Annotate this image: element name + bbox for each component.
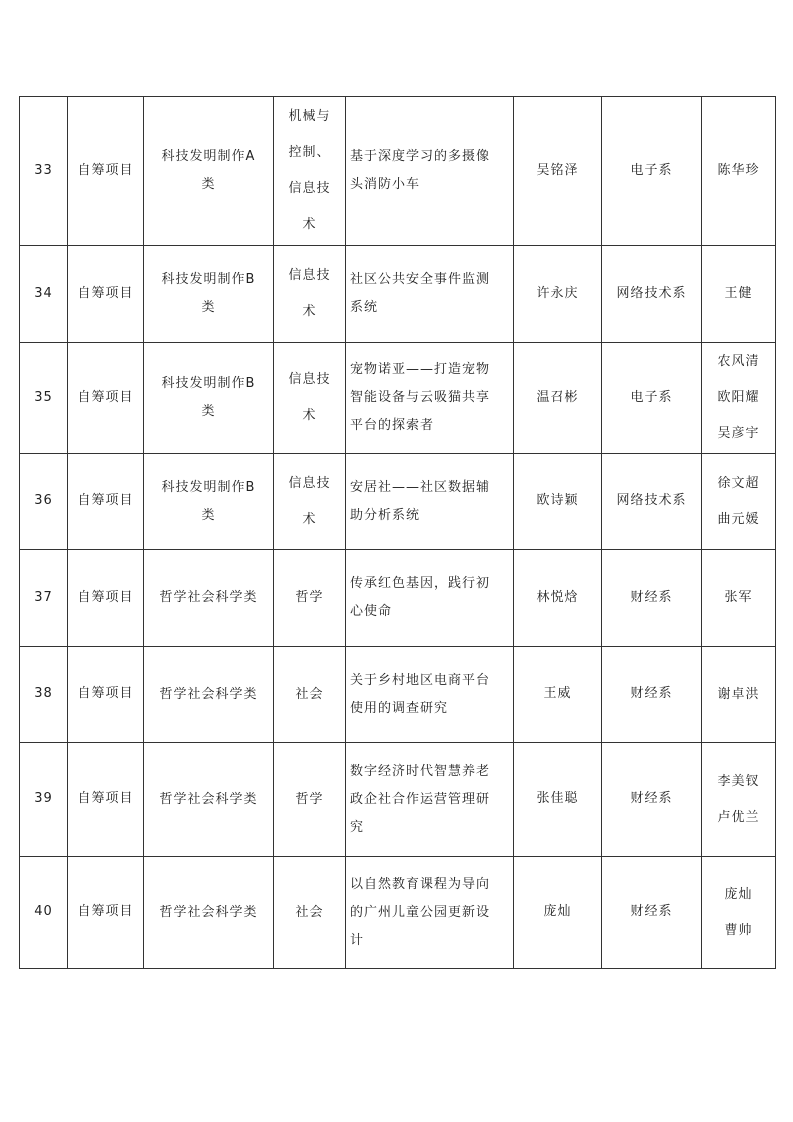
project-title-cell [346, 97, 514, 246]
subject-field-cell [274, 550, 346, 647]
project-title-cell-line: 系统 [350, 300, 379, 315]
project-title-cell-line: 使用的调查研究 [350, 700, 449, 716]
subject-field-cell [274, 97, 346, 246]
subject-field-cell-line: 信息技 [288, 372, 331, 387]
project-leader-cell: 张佳聪 [514, 743, 602, 857]
row-number-cell: 36 [20, 454, 68, 550]
department-cell: 网络技术系 [602, 246, 702, 343]
project-category-cell-line: 哲学社会科学类 [159, 590, 258, 605]
advisor-cell-line: 徐文超 [717, 475, 760, 491]
subject-field-cell [274, 647, 346, 743]
subject-field-cell-line: 控制、 [288, 145, 331, 160]
project-title-cell [346, 454, 514, 550]
project-title-cell-line: 究 [350, 819, 365, 835]
project-source-cell: 自筹项目 [68, 647, 144, 743]
project-title-cell-line: 头消防小车 [350, 177, 421, 192]
advisor-cell-line: 卢优兰 [717, 809, 760, 825]
project-category-cell-line: 类 [201, 300, 216, 315]
project-title-cell-line: 关于乡村地区电商平台 [350, 672, 491, 688]
subject-field-cell-line: 哲学 [295, 791, 324, 807]
table-row [20, 857, 776, 969]
department-cell: 电子系 [602, 97, 702, 246]
project-category-cell-line: 类 [201, 177, 216, 192]
project-title-cell-line: 以自然教育课程为导向 [350, 876, 491, 892]
row-number-cell: 35 [20, 343, 68, 454]
row-number-cell: 39 [20, 743, 68, 857]
project-source-cell: 自筹项目 [68, 246, 144, 343]
project-category-cell [144, 743, 274, 857]
advisor-cell [702, 550, 776, 647]
table-row [20, 246, 776, 343]
project-title-cell [346, 647, 514, 743]
subject-field-cell-line: 信息技 [288, 268, 331, 283]
project-leader-cell: 欧诗颖 [514, 454, 602, 550]
advisor-cell-line: 谢卓洪 [717, 686, 760, 702]
project-leader-cell: 庞灿 [514, 857, 602, 969]
project-title-cell-line: 心使命 [350, 604, 393, 619]
project-title-cell [346, 857, 514, 969]
department-cell: 财经系 [602, 743, 702, 857]
project-source-cell: 自筹项目 [68, 857, 144, 969]
advisor-cell-line: 张军 [724, 590, 753, 605]
project-source-cell: 自筹项目 [68, 550, 144, 647]
project-leader-cell: 许永庆 [514, 246, 602, 343]
project-category-cell-line: 哲学社会科学类 [159, 686, 258, 702]
advisor-cell-line: 曲元媛 [717, 511, 760, 527]
advisor-cell [702, 743, 776, 857]
subject-field-cell-line: 术 [302, 217, 317, 232]
row-number-cell: 40 [20, 857, 68, 969]
subject-field-cell-line: 术 [302, 304, 317, 319]
subject-field-cell [274, 857, 346, 969]
subject-field-cell-line: 信息技 [288, 181, 331, 196]
project-title-cell-line: 计 [350, 932, 365, 948]
project-source-cell: 自筹项目 [68, 343, 144, 454]
advisor-cell-line: 李美钗 [717, 773, 760, 789]
project-leader-cell: 王威 [514, 647, 602, 743]
table-row [20, 343, 776, 454]
advisor-cell-line: 庞灿 [724, 886, 753, 902]
row-number-cell: 34 [20, 246, 68, 343]
subject-field-cell-line: 哲学 [295, 590, 324, 605]
project-category-cell [144, 647, 274, 743]
subject-field-cell-line: 术 [302, 511, 317, 527]
project-category-cell [144, 857, 274, 969]
project-category-cell [144, 550, 274, 647]
project-title-cell-line: 安居社——社区数据辅 [350, 479, 491, 495]
project-category-cell [144, 454, 274, 550]
advisor-cell-line: 陈华珍 [717, 163, 760, 178]
project-leader-cell: 吴铭泽 [514, 97, 602, 246]
row-number-cell: 38 [20, 647, 68, 743]
subject-field-cell-line: 社会 [295, 686, 324, 702]
project-title-cell-line: 宠物诺亚——打造宠物 [350, 362, 491, 377]
project-title-cell-line: 助分析系统 [350, 507, 421, 523]
department-cell: 财经系 [602, 647, 702, 743]
project-category-cell-line: 哲学社会科学类 [159, 904, 258, 920]
table-row [20, 454, 776, 550]
subject-field-cell-line: 信息技 [288, 475, 331, 491]
advisor-cell-line: 欧阳耀 [717, 390, 760, 405]
subject-field-cell-line: 社会 [295, 904, 324, 920]
project-category-cell [144, 343, 274, 454]
project-category-cell-line: 哲学社会科学类 [159, 791, 258, 807]
department-cell: 财经系 [602, 550, 702, 647]
project-category-cell-line: 科技发明制作A [161, 149, 256, 164]
project-title-cell-line: 传承红色基因，践行初 [350, 576, 491, 591]
project-title-cell-line: 的广州儿童公园更新设 [350, 904, 491, 920]
project-title-cell [346, 550, 514, 647]
subject-field-cell [274, 454, 346, 550]
advisor-cell [702, 857, 776, 969]
advisor-cell-line: 农风清 [717, 354, 760, 369]
project-title-cell [346, 246, 514, 343]
row-number-cell: 33 [20, 97, 68, 246]
table-row [20, 743, 776, 857]
department-cell: 电子系 [602, 343, 702, 454]
project-category-cell-line: 类 [201, 507, 216, 523]
advisor-cell-line: 王健 [724, 286, 753, 301]
project-source-cell: 自筹项目 [68, 454, 144, 550]
project-category-cell [144, 246, 274, 343]
project-title-cell-line: 基于深度学习的多摄像 [350, 149, 491, 164]
department-cell: 财经系 [602, 857, 702, 969]
project-category-cell [144, 97, 274, 246]
project-title-cell [346, 343, 514, 454]
project-category-cell-line: 类 [201, 404, 216, 419]
project-title-cell-line: 平台的探索者 [350, 418, 435, 433]
advisor-cell [702, 97, 776, 246]
advisor-cell [702, 246, 776, 343]
project-leader-cell: 林悦焓 [514, 550, 602, 647]
table-row [20, 550, 776, 647]
project-leader-cell: 温召彬 [514, 343, 602, 454]
row-number-cell: 37 [20, 550, 68, 647]
project-source-cell: 自筹项目 [68, 97, 144, 246]
advisor-cell [702, 454, 776, 550]
project-category-cell-line: 科技发明制作B [161, 376, 256, 391]
department-cell: 网络技术系 [602, 454, 702, 550]
project-title-cell [346, 743, 514, 857]
advisor-cell [702, 647, 776, 743]
project-title-cell-line: 政企社合作运营管理研 [350, 791, 491, 807]
advisor-cell-line: 吴彦宇 [717, 426, 760, 441]
advisor-cell [702, 343, 776, 454]
subject-field-cell-line: 机械与 [288, 109, 331, 124]
project-category-cell-line: 科技发明制作B [161, 479, 256, 495]
project-title-cell-line: 社区公共安全事件监测 [350, 272, 491, 287]
project-source-cell: 自筹项目 [68, 743, 144, 857]
subject-field-cell-line: 术 [302, 408, 317, 423]
project-category-cell-line: 科技发明制作B [161, 272, 256, 287]
project-title-cell-line: 智能设备与云吸猫共享 [350, 390, 491, 405]
subject-field-cell [274, 246, 346, 343]
subject-field-cell [274, 343, 346, 454]
project-table [19, 96, 776, 969]
table-row [20, 97, 776, 246]
table-row [20, 647, 776, 743]
advisor-cell-line: 曹帅 [724, 922, 753, 938]
subject-field-cell [274, 743, 346, 857]
project-title-cell-line: 数字经济时代智慧养老 [350, 763, 491, 779]
